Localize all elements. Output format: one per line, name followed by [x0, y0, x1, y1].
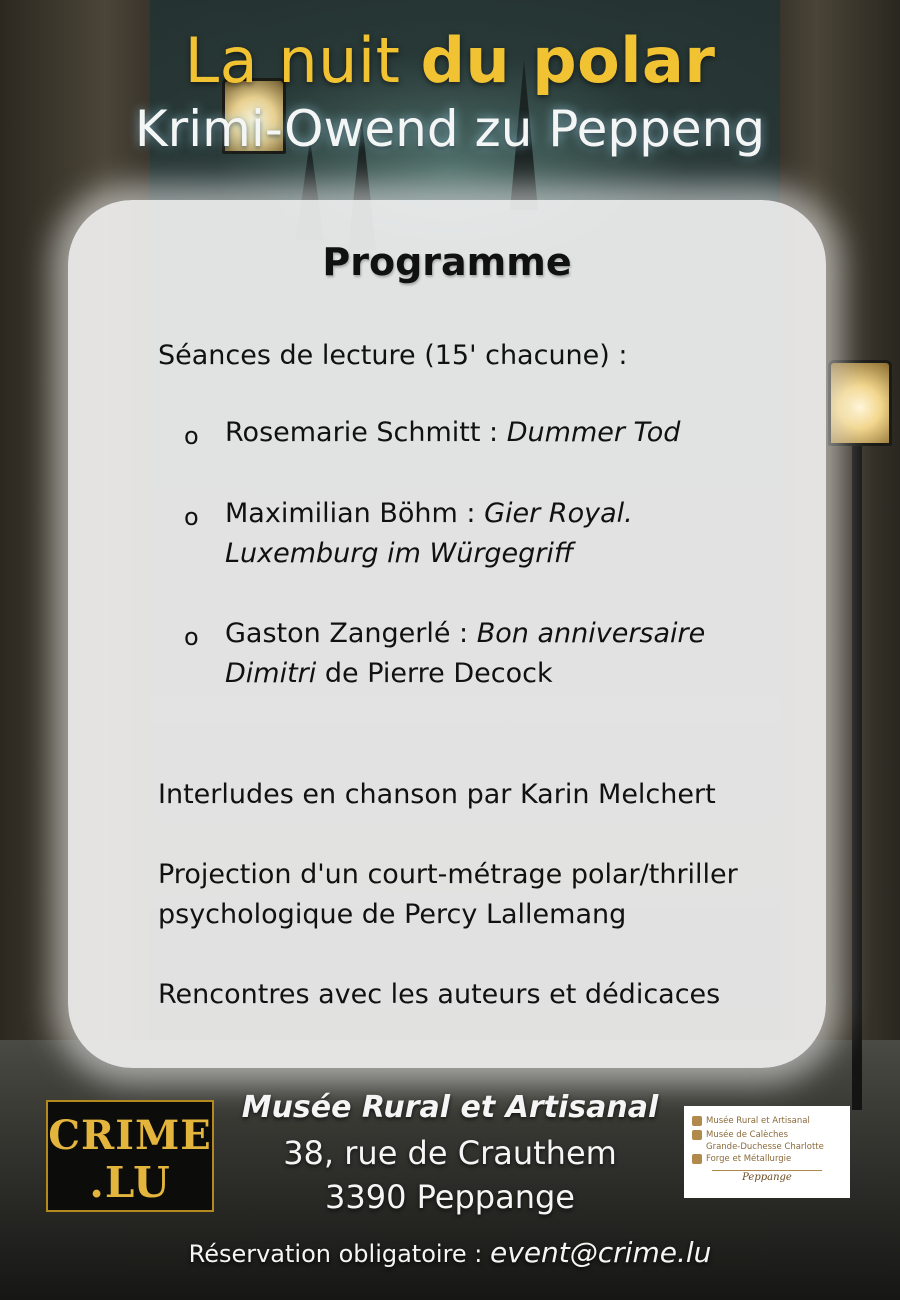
- reading-author: Maximilian Böhm :: [225, 498, 485, 529]
- street-lamp-right: [828, 360, 892, 446]
- museum-logo-text: Musée Rural et Artisanal: [706, 1116, 810, 1126]
- reading-title-continued: [225, 654, 553, 694]
- title-light: La nuit: [184, 24, 421, 97]
- crime-lu-logo: [46, 1100, 214, 1212]
- program-panel: [68, 200, 826, 1068]
- reading-author: Gaston Zangerlé :: [225, 618, 477, 649]
- projection-text-continued: psychologique de Percy Lallemang: [158, 899, 627, 930]
- museum-logo-text: Musée de Calèches: [706, 1130, 789, 1140]
- meetings-text: Rencontres avec les auteurs et dédicaces: [158, 979, 721, 1010]
- reading-title: Bon anniversaire: [476, 618, 706, 649]
- reading-item-3: [225, 614, 705, 654]
- readings-intro: Séances de lecture (15' chacune) :: [158, 340, 628, 371]
- museum-logo-row: [692, 1128, 842, 1142]
- bullet-icon: o: [184, 623, 199, 651]
- reservation-line: [0, 1236, 900, 1269]
- museum-logo-row: Grande-Duchesse Charlotte: [706, 1142, 824, 1152]
- reading-item-1: [225, 413, 680, 453]
- reading-item-2: [225, 494, 633, 534]
- museum-logo-row: [692, 1152, 842, 1166]
- reservation-label: Réservation obligatoire :: [188, 1240, 491, 1268]
- crime-logo-line1: CRIME: [48, 1112, 212, 1159]
- reading-title-continued: Luxemburg im Würgegriff: [225, 538, 574, 569]
- museum-logo-text: Forge et Métallurgie: [706, 1154, 792, 1164]
- reading-author: Rosemarie Schmitt :: [225, 417, 507, 448]
- reservation-email-link[interactable]: event@crime.lu: [490, 1236, 712, 1269]
- title-bold: du polar: [420, 24, 716, 97]
- reading-title: Dimitri: [225, 658, 317, 689]
- museum-logo-divider: [712, 1170, 822, 1171]
- reading-title: Gier Royal.: [484, 498, 633, 529]
- anvil-icon: [692, 1154, 702, 1164]
- address-street: 38, rue de Crauthem: [283, 1134, 617, 1172]
- event-title: [0, 24, 900, 97]
- carriage-icon: [692, 1130, 702, 1140]
- crime-logo-line2: .LU: [89, 1158, 171, 1207]
- reading-title: Dummer Tod: [506, 417, 681, 448]
- projection-text: Projection d'un court-métrage polar/thriller: [158, 859, 738, 890]
- lamp-post: [852, 430, 862, 1110]
- interludes-text: Interludes en chanson par Karin Melchert: [158, 779, 716, 810]
- event-subtitle: Krimi-Owend zu Peppeng: [134, 100, 766, 158]
- address-city: 3390 Peppange: [325, 1178, 575, 1216]
- bullet-icon: o: [184, 503, 199, 531]
- venue-name: Musée Rural et Artisanal: [241, 1090, 659, 1125]
- museum-icon: [692, 1116, 702, 1126]
- museum-logo-row: [692, 1114, 842, 1128]
- museum-logo: [684, 1106, 850, 1198]
- museum-logo-signature: Peppange: [742, 1172, 792, 1183]
- program-heading: Programme: [322, 240, 572, 284]
- reading-adapted-from: de Pierre Decock: [316, 658, 553, 689]
- bullet-icon: o: [184, 422, 199, 450]
